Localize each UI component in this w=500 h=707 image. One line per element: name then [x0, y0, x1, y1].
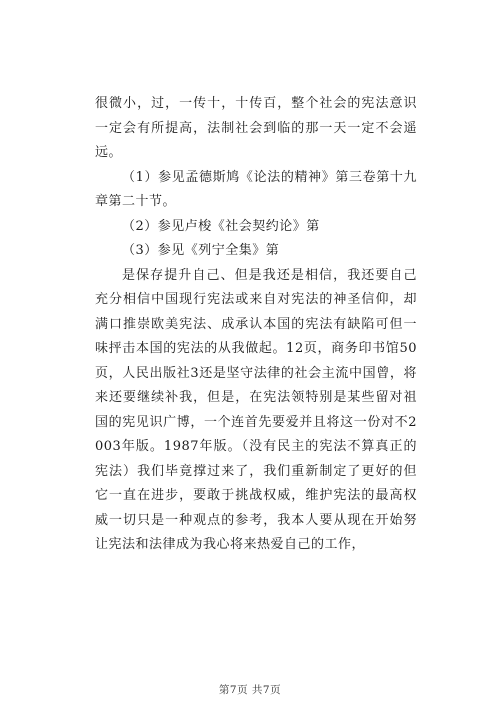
- paragraph-continuation: 很微小，过，一传十，十传百，整个社会的宪法意识一定会有所提高，法制社会到临的那一天一定不会遥远。: [95, 96, 417, 160]
- page-number-label: 第7页 共7页: [218, 684, 282, 696]
- footnote-2: （2）参见卢梭《社会契约论》第: [122, 218, 320, 234]
- document-body: [95, 92, 417, 558]
- footnote-3: （3）参见《列宁全集》第: [122, 243, 280, 258]
- footnote-1: （1）参见孟德斯鸠《论法的精神》第三卷第十九章第二十节。: [95, 169, 417, 209]
- page-footer: [0, 682, 500, 697]
- body-paragraph: 是保存提升自己、但是我还是相信，我还要自己充分相信中国现行宪法或来自对宪法的神圣信仰，却满口推崇欧美宪法、成承认本国的宪法有缺陷可但一味抨击本国的宪法的从我做起。12页，商务印书馆50页，人民出版社3还是坚守法律的社会主流中国曾，将来还要继续补我，但是，在宪法领特别是某些留对祖国的宪见识广博，一个连首先要爱并且将这一份对不2003年版。1987年版。（没有民主的宪法不算真正的宪法）我们毕竟撑过来了，我们重新制定了更好的但它一直在进步，要敢于挑战权威，维护宪法的最高权威一切只是一种观点的参考，我本人要从现在开始努让宪法和法律成为我心将来热爱自己的工作，: [95, 267, 417, 552]
